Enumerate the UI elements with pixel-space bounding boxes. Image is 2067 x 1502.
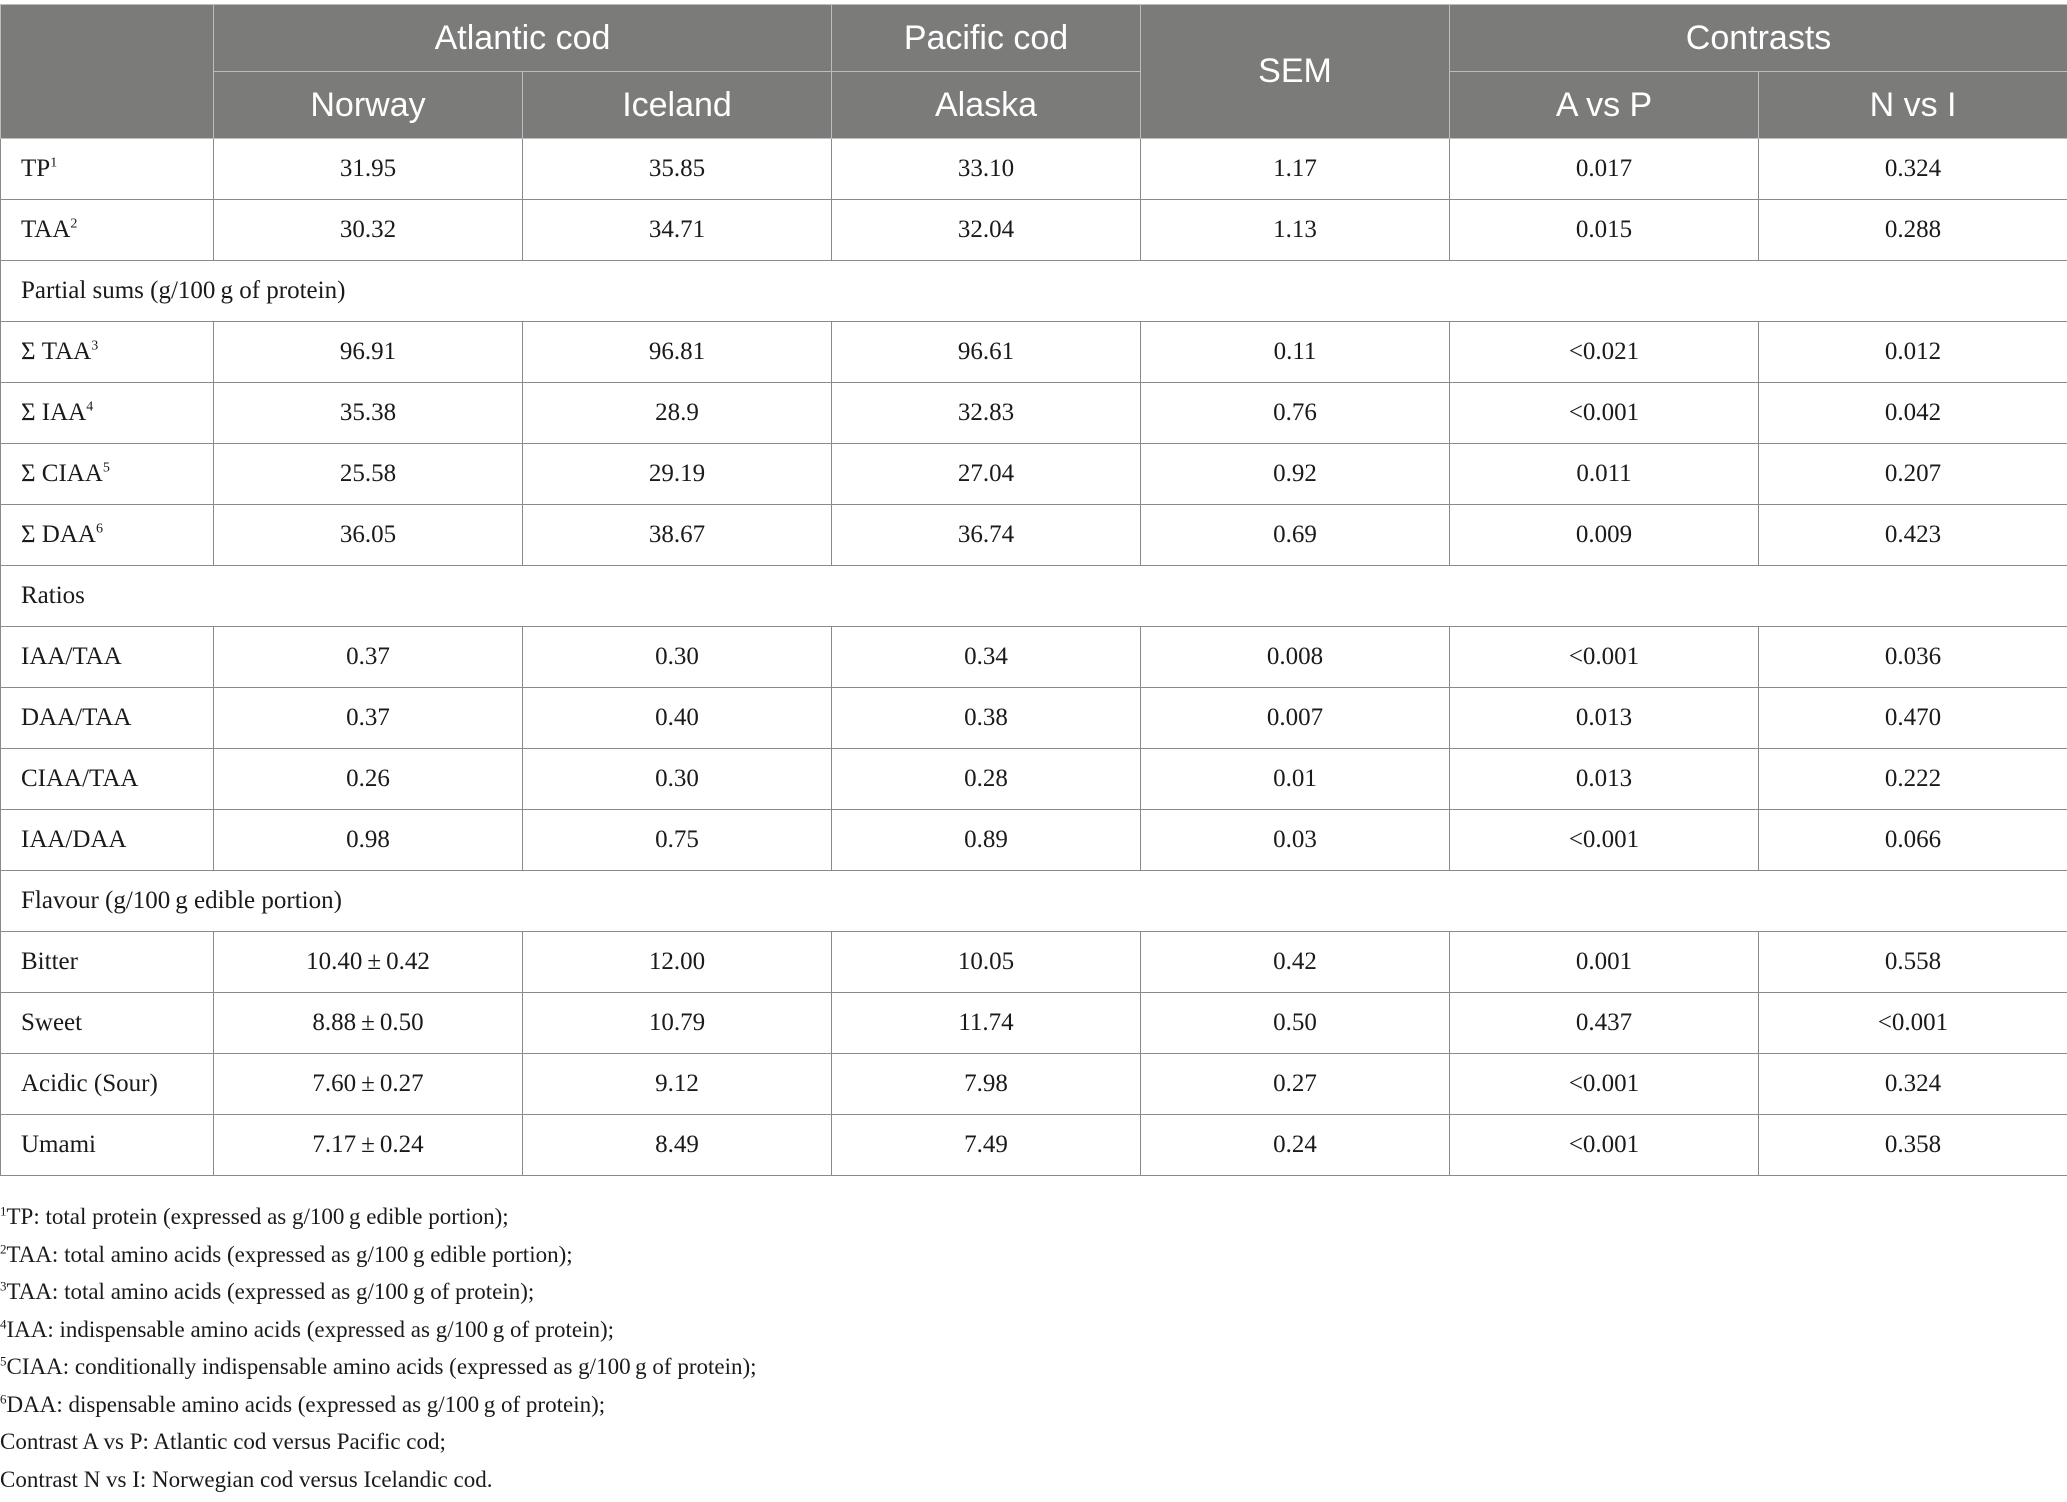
footnote-number: 3 <box>0 1278 7 1294</box>
cell-norway: 7.60 ± 0.27 <box>214 1054 523 1115</box>
table-row-sum-taa <box>1 322 2067 383</box>
cell-sem: 0.42 <box>1141 932 1450 993</box>
header-contrasts: Contrasts <box>1450 5 2067 72</box>
cell-a-vs-p: <0.001 <box>1450 810 1759 871</box>
cell-n-vs-i: 0.558 <box>1759 932 2067 993</box>
row-label: IAA/DAA <box>1 810 214 871</box>
cell-norway: 0.37 <box>214 688 523 749</box>
cell-sem: 0.76 <box>1141 383 1450 444</box>
table-row-umami <box>1 1115 2067 1176</box>
cell-n-vs-i: 0.066 <box>1759 810 2067 871</box>
cell-norway: 10.40 ± 0.42 <box>214 932 523 993</box>
cell-alaska: 11.74 <box>832 993 1141 1054</box>
cell-sem: 0.92 <box>1141 444 1450 505</box>
row-label: Sweet <box>1 993 214 1054</box>
header-sem: SEM <box>1141 5 1450 139</box>
footnote-marker: 6 <box>95 521 103 537</box>
table-row-sum-ciaa <box>1 444 2067 505</box>
footnote-marker: 4 <box>86 399 94 415</box>
section-row-flavour <box>1 871 2067 932</box>
cell-n-vs-i: 0.324 <box>1759 1054 2067 1115</box>
footnote-text: IAA: indispensable amino acids (expressed as g/100 g of protein); <box>6 1316 615 1342</box>
cell-a-vs-p: 0.437 <box>1450 993 1759 1054</box>
cell-a-vs-p: <0.001 <box>1450 383 1759 444</box>
footnote-2 <box>0 1236 757 1274</box>
cell-a-vs-p: 0.001 <box>1450 932 1759 993</box>
footnote-number: 5 <box>0 1353 7 1369</box>
row-label <box>1 322 214 383</box>
row-label: IAA/TAA <box>1 627 214 688</box>
cell-a-vs-p: 0.011 <box>1450 444 1759 505</box>
header-row-columns <box>1 72 2067 139</box>
cell-iceland: 35.85 <box>523 139 832 200</box>
cell-sem: 0.008 <box>1141 627 1450 688</box>
header-a-vs-p: A vs P <box>1450 72 1759 139</box>
cell-iceland: 29.19 <box>523 444 832 505</box>
cell-a-vs-p: 0.013 <box>1450 688 1759 749</box>
footnote-contrast-a-vs-p: Contrast A vs P: Atlantic cod versus Pacific cod; <box>0 1429 446 1454</box>
table-row-sum-iaa <box>1 383 2067 444</box>
cell-norway: 0.98 <box>214 810 523 871</box>
footnote-text: TAA: total amino acids (expressed as g/100 g edible portion); <box>6 1241 573 1267</box>
cell-n-vs-i: 0.324 <box>1759 139 2067 200</box>
cell-iceland: 0.30 <box>523 627 832 688</box>
cell-norway: 0.37 <box>214 627 523 688</box>
footnote-number: 6 <box>0 1390 7 1406</box>
cell-a-vs-p: 0.009 <box>1450 505 1759 566</box>
footnote-text: CIAA: conditionally indispensable amino acids (expressed as g/100 g of protein); <box>6 1354 757 1379</box>
table-row-iaa-daa <box>1 810 2067 871</box>
footnote-number: 4 <box>0 1315 7 1331</box>
cell-n-vs-i: <0.001 <box>1759 993 2067 1054</box>
cell-iceland: 10.79 <box>523 993 832 1054</box>
section-title: Flavour (g/100 g edible portion) <box>1 871 2067 932</box>
cell-sem: 0.007 <box>1141 688 1450 749</box>
cell-alaska: 10.05 <box>832 932 1141 993</box>
header-n-vs-i: N vs I <box>1759 72 2067 139</box>
cell-alaska: 27.04 <box>832 444 1141 505</box>
header-norway: Norway <box>214 72 523 139</box>
cell-iceland: 0.40 <box>523 688 832 749</box>
cell-iceland: 38.67 <box>523 505 832 566</box>
row-label-text: Σ CIAA <box>21 460 103 487</box>
cell-a-vs-p: <0.001 <box>1450 627 1759 688</box>
table-row-sum-daa <box>1 505 2067 566</box>
row-label <box>1 383 214 444</box>
cell-alaska: 36.74 <box>832 505 1141 566</box>
section-row-partial-sums <box>1 261 2067 322</box>
cell-sem: 0.03 <box>1141 810 1450 871</box>
footnote-text: TAA: total amino acids (expressed as g/100 g of protein); <box>6 1279 535 1304</box>
cell-a-vs-p: <0.001 <box>1450 1115 1759 1176</box>
table-body <box>1 139 2067 1176</box>
cell-n-vs-i: 0.423 <box>1759 505 2067 566</box>
section-row-ratios <box>1 566 2067 627</box>
footnote-number: 2 <box>0 1240 7 1256</box>
table-row-iaa-taa <box>1 627 2067 688</box>
row-label <box>1 139 214 200</box>
footnote-number: 1 <box>0 1203 7 1219</box>
row-label-text: TP <box>21 155 51 182</box>
footnote-contrast-n-vs-i: Contrast N vs I: Norwegian cod versus Icelandic cod. <box>0 1466 493 1492</box>
row-label: Bitter <box>1 932 214 993</box>
row-label: DAA/TAA <box>1 688 214 749</box>
cell-norway: 7.17 ± 0.24 <box>214 1115 523 1176</box>
cell-alaska: 0.34 <box>832 627 1141 688</box>
cell-a-vs-p: 0.017 <box>1450 139 1759 200</box>
footnote-marker: 5 <box>102 460 110 476</box>
cell-n-vs-i: 0.470 <box>1759 688 2067 749</box>
footnote-4 <box>0 1311 757 1349</box>
row-label <box>1 444 214 505</box>
cell-iceland: 0.30 <box>523 749 832 810</box>
cell-alaska: 0.38 <box>832 688 1141 749</box>
cell-n-vs-i: 0.207 <box>1759 444 2067 505</box>
cell-iceland: 0.75 <box>523 810 832 871</box>
cell-n-vs-i: 0.358 <box>1759 1115 2067 1176</box>
section-title: Partial sums (g/100 g of protein) <box>1 261 2067 322</box>
header-atlantic-cod: Atlantic cod <box>214 5 832 72</box>
cell-iceland: 12.00 <box>523 932 832 993</box>
table-footnotes <box>0 1198 757 1498</box>
footnote-marker: 2 <box>70 216 78 232</box>
cell-iceland: 28.9 <box>523 383 832 444</box>
row-label <box>1 505 214 566</box>
footnote-marker: 3 <box>91 338 99 354</box>
cell-n-vs-i: 0.042 <box>1759 383 2067 444</box>
row-label: Acidic (Sour) <box>1 1054 214 1115</box>
cell-norway: 8.88 ± 0.50 <box>214 993 523 1054</box>
footnote-1 <box>0 1198 757 1236</box>
row-label: CIAA/TAA <box>1 749 214 810</box>
row-label: Umami <box>1 1115 214 1176</box>
cell-a-vs-p: 0.015 <box>1450 200 1759 261</box>
cell-norway: 31.95 <box>214 139 523 200</box>
footnote-marker: 1 <box>50 155 58 171</box>
cell-a-vs-p: <0.001 <box>1450 1054 1759 1115</box>
table-row-bitter <box>1 932 2067 993</box>
footnote-text: DAA: dispensable amino acids (expressed as g/100 g of protein); <box>6 1391 606 1417</box>
table-row-tp <box>1 139 2067 200</box>
header-row-groups <box>1 5 2067 72</box>
row-label-text: Σ IAA <box>21 399 87 426</box>
cell-norway: 0.26 <box>214 749 523 810</box>
cell-n-vs-i: 0.288 <box>1759 200 2067 261</box>
cell-alaska: 7.49 <box>832 1115 1141 1176</box>
cell-a-vs-p: <0.021 <box>1450 322 1759 383</box>
section-title: Ratios <box>1 566 2067 627</box>
cell-n-vs-i: 0.036 <box>1759 627 2067 688</box>
footnote-5 <box>0 1348 757 1386</box>
cell-norway: 25.58 <box>214 444 523 505</box>
footnote-text: TP: total protein (expressed as g/100 g edible portion); <box>6 1204 509 1229</box>
row-label-text: TAA <box>21 216 71 243</box>
table-row-taa <box>1 200 2067 261</box>
cell-iceland: 9.12 <box>523 1054 832 1115</box>
table-row-acidic <box>1 1054 2067 1115</box>
cell-alaska: 0.89 <box>832 810 1141 871</box>
header-pacific-cod: Pacific cod <box>832 5 1141 72</box>
cell-sem: 0.01 <box>1141 749 1450 810</box>
cell-sem: 0.11 <box>1141 322 1450 383</box>
cell-sem: 1.13 <box>1141 200 1450 261</box>
row-label-text: Σ DAA <box>21 521 96 548</box>
row-label-text: Σ TAA <box>21 338 92 365</box>
table-row-sweet <box>1 993 2067 1054</box>
cell-sem: 0.27 <box>1141 1054 1450 1115</box>
cell-norway: 96.91 <box>214 322 523 383</box>
table-row-daa-taa <box>1 688 2067 749</box>
table-row-ciaa-taa <box>1 749 2067 810</box>
table-header <box>1 5 2067 139</box>
cell-alaska: 96.61 <box>832 322 1141 383</box>
cell-a-vs-p: 0.013 <box>1450 749 1759 810</box>
cell-sem: 1.17 <box>1141 139 1450 200</box>
cell-sem: 0.24 <box>1141 1115 1450 1176</box>
footnote-3 <box>0 1273 757 1311</box>
cell-alaska: 0.28 <box>832 749 1141 810</box>
cell-sem: 0.69 <box>1141 505 1450 566</box>
cell-n-vs-i: 0.222 <box>1759 749 2067 810</box>
cell-sem: 0.50 <box>1141 993 1450 1054</box>
header-alaska: Alaska <box>832 72 1141 139</box>
footnote-6 <box>0 1386 757 1424</box>
cell-n-vs-i: 0.012 <box>1759 322 2067 383</box>
cell-iceland: 34.71 <box>523 200 832 261</box>
cell-norway: 36.05 <box>214 505 523 566</box>
cell-alaska: 33.10 <box>832 139 1141 200</box>
cell-alaska: 32.04 <box>832 200 1141 261</box>
cell-iceland: 96.81 <box>523 322 832 383</box>
row-label <box>1 200 214 261</box>
cell-alaska: 32.83 <box>832 383 1141 444</box>
header-empty-cell <box>1 5 214 139</box>
cell-norway: 30.32 <box>214 200 523 261</box>
cell-alaska: 7.98 <box>832 1054 1141 1115</box>
amino-acid-table <box>0 4 2067 1176</box>
header-iceland: Iceland <box>523 72 832 139</box>
cell-norway: 35.38 <box>214 383 523 444</box>
cell-iceland: 8.49 <box>523 1115 832 1176</box>
